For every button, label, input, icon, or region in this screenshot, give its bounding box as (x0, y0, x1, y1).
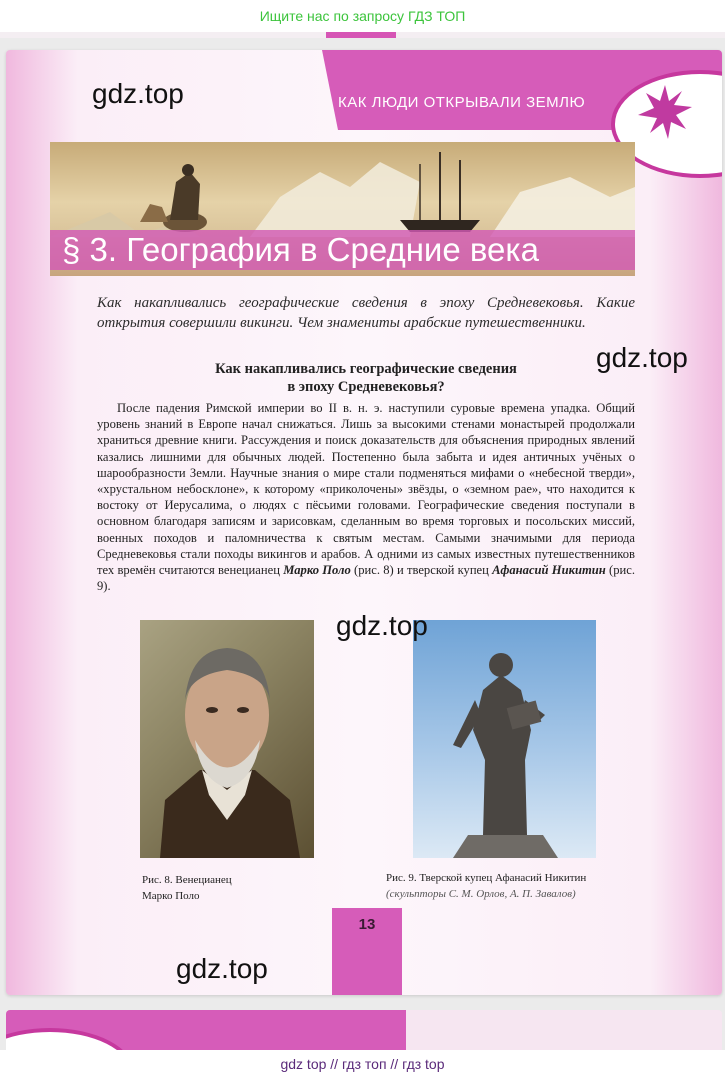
figure-8-portrait (140, 620, 314, 858)
paragraph-title: § 3. География в Средние века (62, 231, 539, 268)
section-heading-line-1: Как накапливались географические сведения (215, 361, 517, 377)
watermark: gdz.top (336, 610, 428, 641)
compass-star-icon (638, 85, 692, 139)
body-paragraph (97, 400, 635, 594)
statue-image (413, 620, 596, 858)
figure-9-caption-text: Рис. 9. Тверской купец Афанасий Никитин (386, 872, 587, 884)
watermark: gdz.top (176, 953, 268, 984)
name-afanasy-nikitin: Афанасий Никитин (492, 563, 606, 578)
chapter-header-title: КАК ЛЮДИ ОТКРЫВАЛИ ЗЕМЛЮ (338, 94, 586, 111)
figure-8-caption-line-1: Рис. 8. Венецианец (142, 874, 232, 886)
previous-page-tab (326, 32, 396, 38)
figure-9-credit: (скульпторы С. М. Орлов, А. П. Завалов) (386, 888, 576, 900)
watermark: gdz.top (596, 342, 688, 373)
chapter-banner (50, 142, 635, 276)
top-search-hint-text: Ищите нас по запросу ГДЗ ТОП (259, 8, 466, 24)
section-body (97, 400, 635, 594)
bottom-links-text[interactable]: gdz top // гдз топ // гдз top (280, 1056, 445, 1072)
next-page-edge (6, 1010, 722, 1050)
section-heading (156, 360, 576, 396)
figure-8-caption (142, 872, 282, 904)
previous-page-edge (0, 32, 725, 38)
textbook-page (6, 50, 722, 995)
watermark: gdz.top (92, 78, 184, 109)
body-text-part-3: (рис. 9). (97, 563, 635, 594)
bottom-links-bar[interactable] (0, 1050, 725, 1082)
intro-questions: Как накапливались географические сведения в эпоху Средневековья. Какие открытия совершили викинги. Чем знамениты арабские путешественники. (97, 295, 635, 331)
top-search-hint[interactable] (0, 0, 725, 32)
figure-9-statue (413, 620, 596, 858)
figure-8-caption-line-2: Марко Поло (142, 890, 200, 902)
section-heading-line-2: в эпоху Средневековья? (287, 379, 445, 395)
body-text-part-2: (рис. 8) и тверской купец (354, 563, 489, 578)
body-text-part-1: После падения Римской империи во II в. н. э. наступили суровые времена упадка. Общий уровень знаний в Европе начал снижаться. Лишь за высокими стенами монастырей продолжали храниться древние книги. Рассуждения и поиск доказательств для объяснения природных явлений казались лишними для обычных людей. Постепенно была забыта и идея античных учёных о шарообразности Земли. Научные знания о мире стали подменяться мифами о «небесной тверди», «хрустальном небосклоне», к которому «приколочены» звёзды, о «земном рае», что находится к востоку от Иерусалима, о людях с пёсьими головами. Географические сведения поступали в основном благодаря записям и зарисовкам, сделанным во время торговых и посольских миссий, военных походов и паломничества к святым местам. Самыми значимыми для периода Средневековья стали походы викингов и арабов. А одними из самых известных путешественников тех времён считаются венецианец (97, 401, 635, 578)
name-marco-polo: Марко Поло (283, 563, 351, 578)
portrait-image (140, 620, 314, 858)
figure-9-caption (386, 870, 646, 902)
page-number: 13 (358, 916, 376, 933)
